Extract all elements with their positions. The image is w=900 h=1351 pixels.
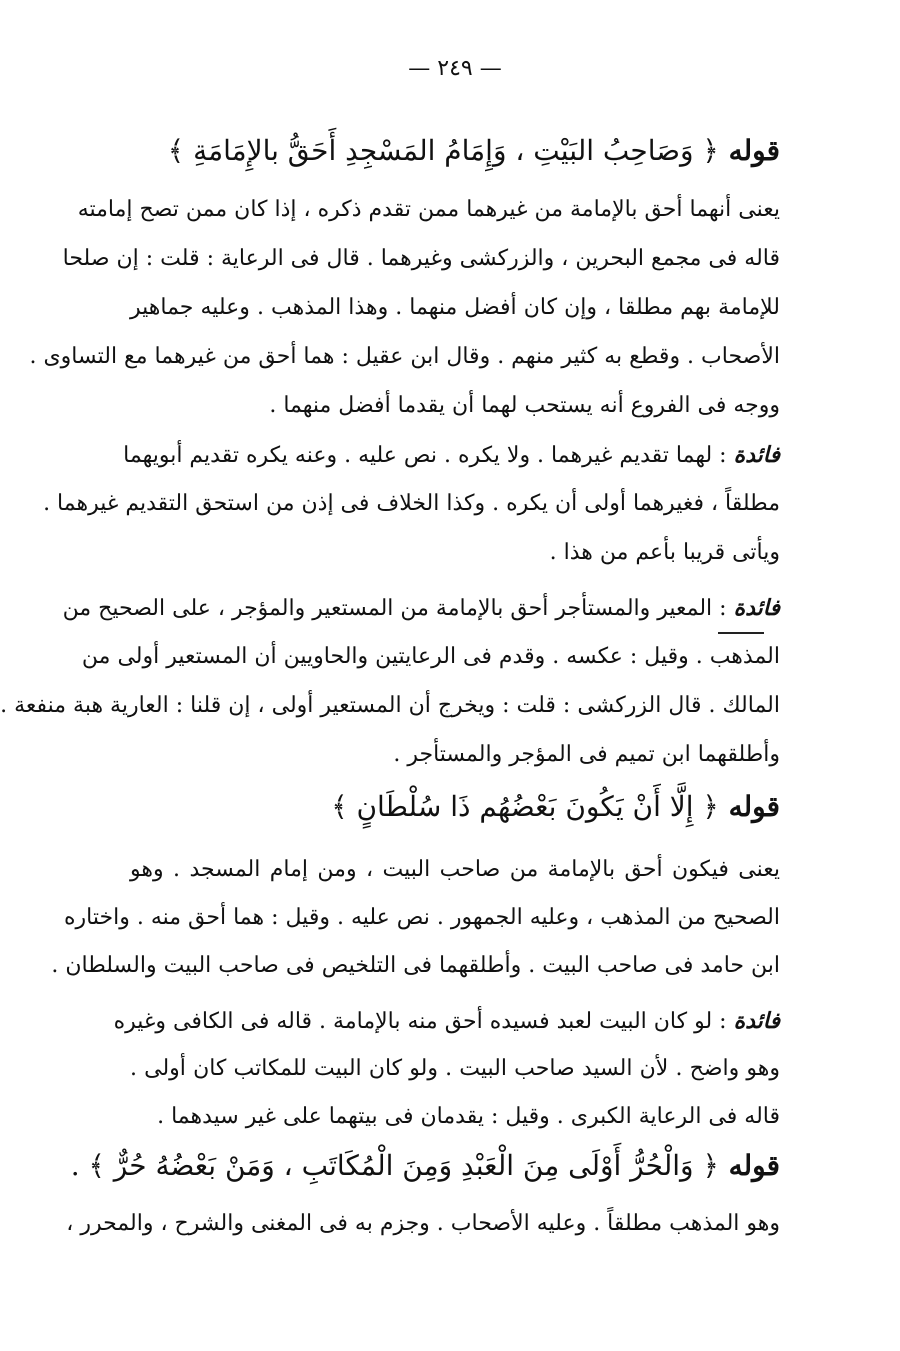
- quote-word: قوله: [728, 134, 780, 167]
- text-line: للإمامة بهم مطلقا ، وإن كان أفضل منهما . وهذا المذهب . وعليه جماهير: [130, 295, 780, 320]
- text-line: ووجه فى الفروع أنه يستحب لهما أن يقدما أفضل منهما .: [269, 393, 780, 418]
- heading-line: [130, 128, 780, 178]
- text-line: الأصحاب . وقطع به كثير منهم . وقال ابن عقيل : هما أحق من غيرهما مع التساوى .: [29, 344, 780, 369]
- faida-text: : المعير والمستأجر أحق بالإمامة من المستعير والمؤجر ، على الصحيح من: [62, 596, 727, 621]
- text-line: ويأتى قريبا بأعم من هذا .: [549, 540, 780, 565]
- text-line: قاله فى الرعاية الكبرى . وقيل : يقدمان فى بيتهما على غير سيدهما .: [157, 1104, 780, 1129]
- text-line: مطلقاً ، فغيرهما أولى أن يكره . وكذا الخلاف فى إذن من استحق التقديم غيرهما .: [43, 491, 780, 516]
- text-line: قاله فى مجمع البحرين ، والزركشى وغيرهما . قال فى الرعاية : قلت : إن صلحا: [62, 246, 780, 271]
- text-line: المالك . قال الزركشى : قلت : ويخرج أن المستعير أولى ، إن قلنا : العارية هبة منفعة .: [0, 693, 780, 718]
- text-line: وهو واضح . لأن السيد صاحب البيت . ولو كان البيت للمكاتب كان أولى .: [130, 1056, 780, 1081]
- text-line: ابن حامد فى صاحب البيت . وأطلقهما فى التلخيص فى صاحب البيت والسلطان .: [51, 953, 780, 978]
- quran-verse: ﴿ إِلَّا أَنْ يَكُونَ بَعْضُهُم ذَا سُلْطَانٍ ﴾: [331, 790, 719, 823]
- faida-label: فائدة: [733, 442, 780, 468]
- faida-label: فائدة: [733, 1008, 780, 1034]
- faida-line: [123, 437, 780, 477]
- underline-mark: [718, 632, 764, 634]
- quran-verse: ﴿ وَصَاحِبُ البَيْتِ ، وَإِمَامُ المَسْجِدِ أَحَقُّ بالإِمَامَةِ ﴾: [167, 134, 719, 167]
- faida-line: [113, 1003, 780, 1043]
- faida-line: [62, 590, 780, 630]
- text-line: يعنى أنهما أحق بالإمامة من غيرهما ممن تقدم ذكره ، إذا كان ممن تصح إمامته: [77, 197, 780, 222]
- heading-line: [130, 784, 780, 834]
- faida-label: فائدة: [733, 595, 780, 621]
- text-line: يعنى فيكون أحق بالإمامة من صاحب البيت ، ومن إمام المسجد . وهو: [130, 857, 780, 882]
- page-number: — ٢٤٩ —: [408, 56, 502, 81]
- text-line: وهو المذهب مطلقاً . وعليه الأصحاب . وجزم به فى المغنى والشرح ، والمحرر ،: [66, 1211, 780, 1236]
- quote-word: قوله: [728, 790, 780, 823]
- text-line: المذهب . وقيل : عكسه . وقدم فى الرعايتين والحاويين أن المستعير أولى من: [81, 644, 780, 669]
- text-line: وأطلقهما ابن تميم فى المؤجر والمستأجر .: [393, 742, 780, 767]
- quote-word: قوله: [728, 1149, 780, 1182]
- text-line: الصحيح من المذهب ، وعليه الجمهور . نص عليه . وقيل : هما أحق منه . واختاره: [64, 905, 780, 930]
- faida-text: : لهما تقديم غيرهما . ولا يكره . نص عليه . وعنه يكره تقديم أبويهما: [123, 443, 727, 468]
- heading-line: [70, 1143, 780, 1193]
- faida-text: : لو كان البيت لعبد فسيده أحق منه بالإمامة . قاله فى الكافى وغيره: [113, 1009, 727, 1034]
- quran-verse: ﴿ وَالْحُرُّ أَوْلَى مِنَ الْعَبْدِ وَمِنَ الْمُكَاتَبِ ، وَمَنْ بَعْضُهُ حُرٌّ ﴾ .: [70, 1149, 719, 1182]
